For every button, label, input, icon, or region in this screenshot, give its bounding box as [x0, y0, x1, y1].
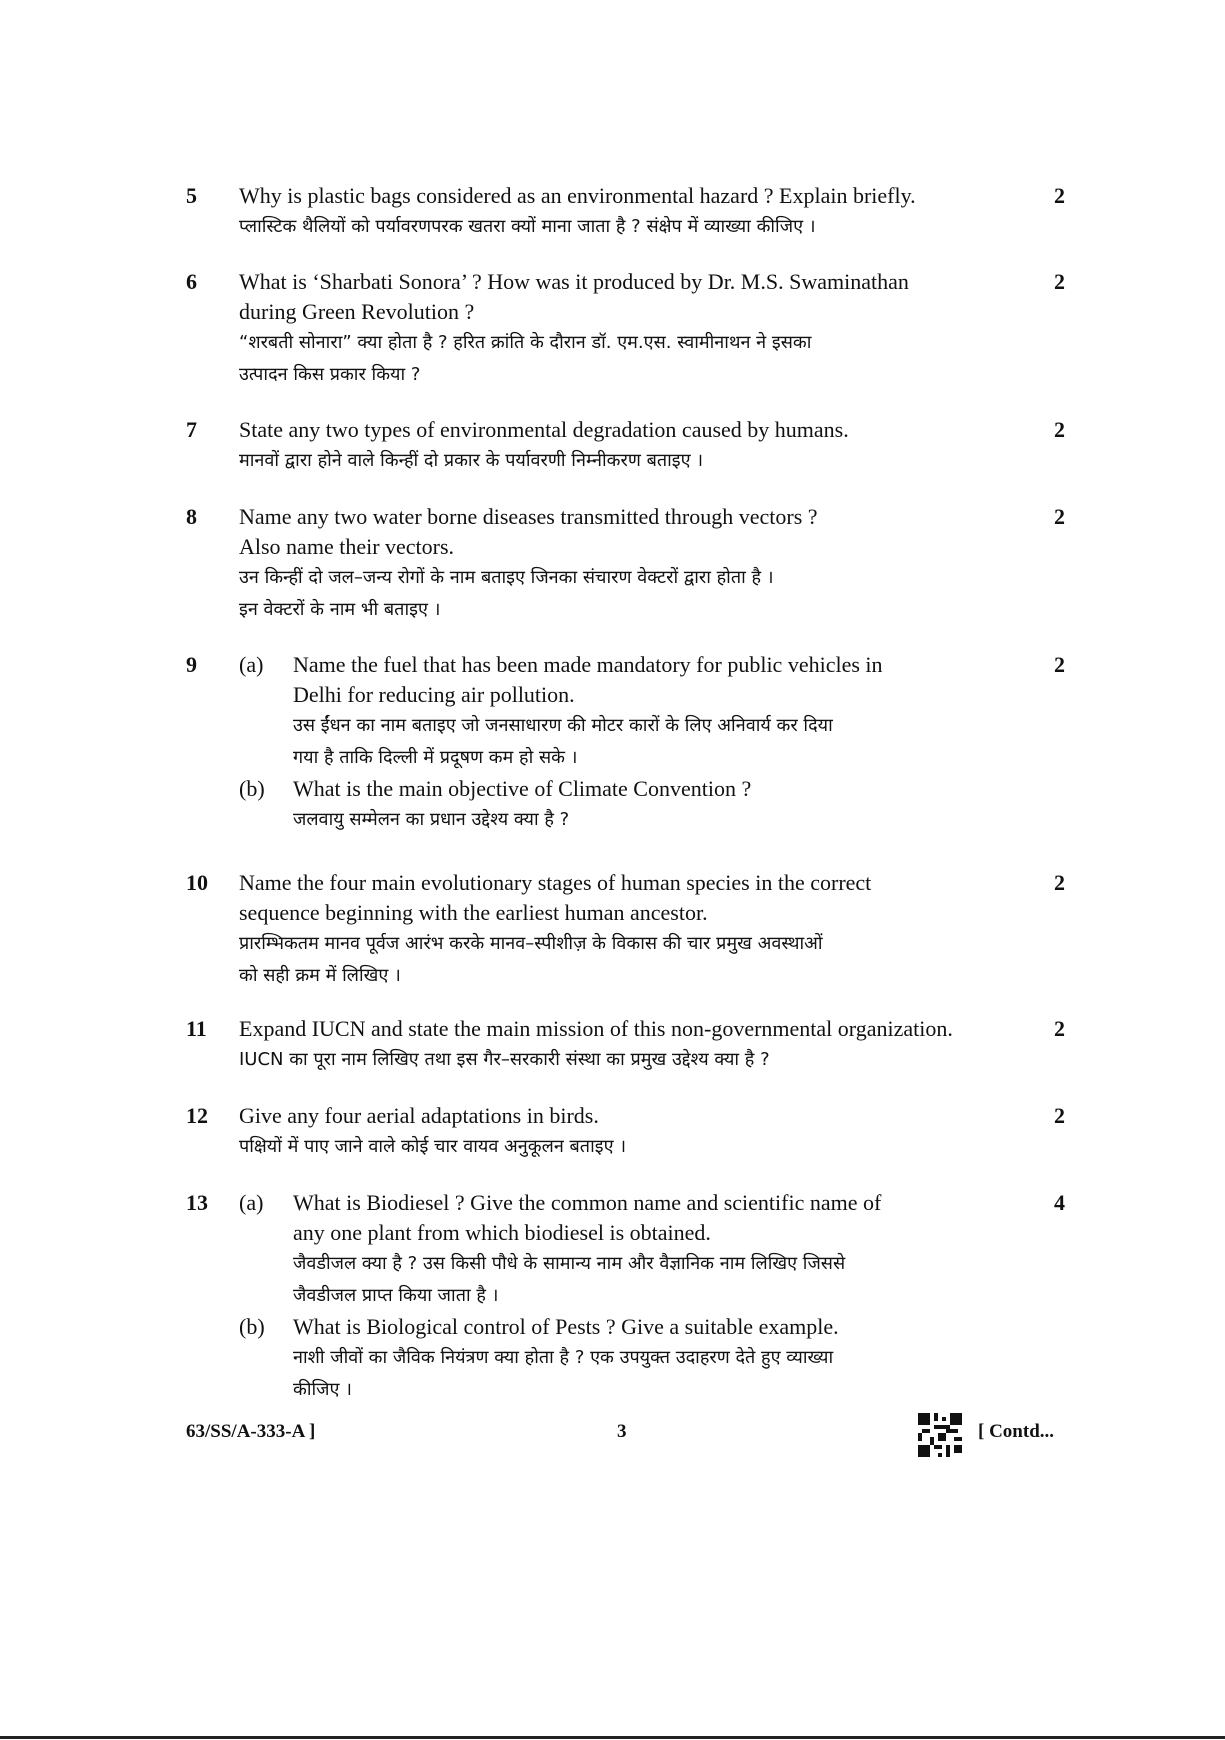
question-text [239, 415, 1039, 477]
sub-question-label: (a) [239, 652, 264, 677]
question-number: 12 [186, 1103, 208, 1128]
question-text [239, 181, 1039, 243]
question-marks: 2 [1054, 183, 1065, 208]
sub-question-text [293, 650, 1039, 774]
english-line: Name the fuel that has been made mandatory for public vehicles in [293, 652, 883, 677]
hindi-line: नाशी जीवों का जैविक नियंत्रण क्या होता है ? एक उपयुक्त उदाहरण देते हुए व्याख्या [293, 1347, 834, 1368]
sub-question [239, 1188, 1039, 1312]
hindi-line: प्लास्टिक थैलियों को पर्यावरणपरक खतरा क्यों माना जाता है ? संक्षेप में व्याख्या कीजिए । [239, 216, 816, 237]
question-marks: 2 [1054, 269, 1065, 294]
hindi-line: मानवों द्वारा होने वाले किन्हीं दो प्रकार के पर्यावरणी निम्नीकरण बताइए । [239, 450, 704, 471]
english-line: Delhi for reducing air pollution. [293, 682, 575, 707]
question-text [239, 1188, 1039, 1406]
page-footer [0, 1413, 1225, 1463]
english-line: What is the main objective of Climate Convention ? [293, 776, 752, 801]
question-marks: 2 [1054, 870, 1065, 895]
question-text [239, 868, 1039, 992]
hindi-line: कीजिए । [293, 1379, 353, 1400]
hindi-line: “शरबती सोनारा” क्या होता है ? हरित क्रांति के दौरान डॉ. एम.एस. स्वामीनाथन ने इसका [239, 332, 812, 353]
question-marks: 4 [1054, 1190, 1065, 1215]
hindi-line: IUCN का पूरा नाम लिखिए तथा इस गैर–सरकारी संस्था का प्रमुख उद्देश्य क्या है ? [239, 1049, 770, 1070]
sub-question-label: (b) [239, 776, 265, 801]
question-number: 9 [186, 652, 197, 677]
hindi-line: इन वेक्टरों के नाम भी बताइए । [239, 599, 441, 620]
paper-code: 63/SS/A-333-A ] [186, 1421, 316, 1442]
page-number: 3 [617, 1421, 627, 1442]
continued-label: [ Contd... [978, 1421, 1055, 1442]
sub-question [239, 774, 1039, 836]
english-line: Why is plastic bags considered as an environmental hazard ? Explain briefly. [239, 183, 916, 208]
scan-edge-line [0, 1736, 1225, 1739]
hindi-line: जलवायु सम्मेलन का प्रधान उद्देश्य क्या है ? [293, 809, 570, 830]
hindi-line: प्रारम्भिकतम मानव पूर्वज आरंभ करके मानव–स्पीशीज़ के विकास की चार प्रमुख अवस्थाओं [239, 933, 823, 954]
hindi-line: उत्पादन किस प्रकार किया ? [239, 364, 421, 385]
question-marks: 2 [1054, 1016, 1065, 1041]
sub-question-label: (a) [239, 1190, 264, 1215]
question-text [239, 1101, 1039, 1163]
english-line: Name any two water borne diseases transmitted through vectors ? [239, 504, 818, 529]
hindi-line: उस ईंधन का नाम बताइए जो जनसाधारण की मोटर कारों के लिए अनिवार्य कर दिया [293, 715, 833, 736]
question-number: 10 [186, 870, 208, 895]
english-line: Also name their vectors. [239, 534, 455, 559]
english-line: What is ‘Sharbati Sonora’ ? How was it produced by Dr. M.S. Swaminathan [239, 269, 909, 294]
english-line: State any two types of environmental degradation caused by humans. [239, 417, 849, 442]
sub-question [239, 1312, 1039, 1406]
sub-question-label: (b) [239, 1314, 265, 1339]
hindi-line: गया है ताकि दिल्ली में प्रदूषण कम हो सके । [293, 747, 578, 768]
english-line: any one plant from which biodiesel is obtained. [293, 1220, 711, 1245]
question-text [239, 267, 1039, 391]
hindi-line: जैवडीजल क्या है ? उस किसी पौधे के सामान्य नाम और वैज्ञानिक नाम लिखिए जिससे [293, 1253, 846, 1274]
question-number: 5 [186, 183, 197, 208]
question-marks: 2 [1054, 504, 1065, 529]
sub-question-text [293, 1312, 1039, 1406]
question-marks: 2 [1054, 1103, 1065, 1128]
english-line: Give any four aerial adaptations in birds. [239, 1103, 599, 1128]
question-number: 13 [186, 1190, 208, 1215]
qr-code-icon [918, 1413, 962, 1457]
question-marks: 2 [1054, 417, 1065, 442]
english-line: during Green Revolution ? [239, 299, 475, 324]
question-number: 7 [186, 417, 197, 442]
sub-question-text [293, 774, 1039, 836]
question-number: 8 [186, 504, 197, 529]
question-text [239, 502, 1039, 626]
english-line: What is Biodiesel ? Give the common name and scientific name of [293, 1190, 882, 1215]
english-line: Name the four main evolutionary stages of human species in the correct [239, 870, 872, 895]
english-line: What is Biological control of Pests ? Give a suitable example. [293, 1314, 839, 1339]
hindi-line: उन किन्हीं दो जल–जन्य रोगों के नाम बताइए जिनका संचारण वेक्टरों द्वारा होता है । [239, 567, 774, 588]
question-number: 6 [186, 269, 197, 294]
hindi-line: पक्षियों में पाए जाने वाले कोई चार वायव अनुकूलन बताइए । [239, 1136, 627, 1157]
question-text [239, 1014, 1039, 1076]
hindi-line: जैवडीजल प्राप्त किया जाता है । [293, 1285, 499, 1306]
question-number: 11 [186, 1016, 207, 1041]
sub-question [239, 650, 1039, 774]
sub-question-text [293, 1188, 1039, 1312]
question-marks: 2 [1054, 652, 1065, 677]
english-line: sequence beginning with the earliest human ancestor. [239, 900, 708, 925]
hindi-line: को सही क्रम में लिखिए । [239, 965, 401, 986]
english-line: Expand IUCN and state the main mission of this non-governmental organization. [239, 1016, 953, 1041]
question-text [239, 650, 1039, 836]
